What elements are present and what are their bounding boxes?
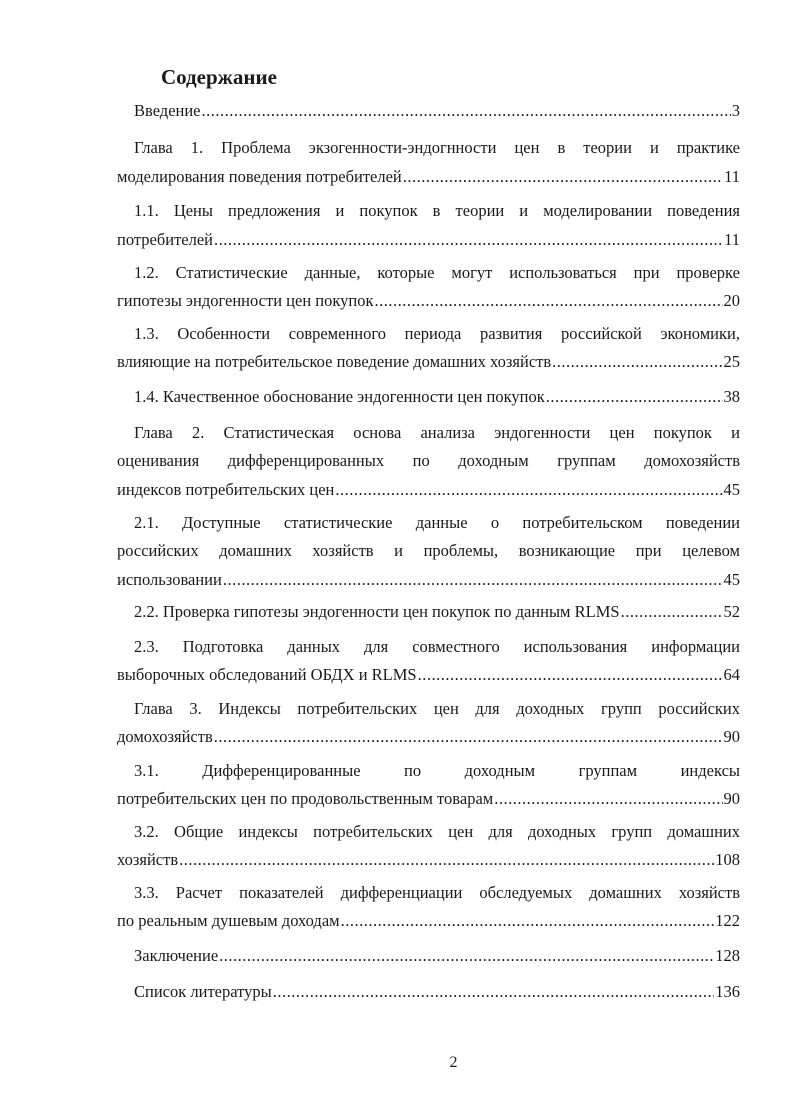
toc-line: оценивания дифференцированных по доходным группам домохозяйств bbox=[117, 451, 740, 470]
toc-page-number: 90 bbox=[723, 789, 740, 808]
dot-leader bbox=[214, 725, 723, 749]
toc-page-number: 20 bbox=[723, 291, 740, 310]
toc-entry-text: Введение bbox=[134, 101, 201, 120]
toc-line: 1.3. Особенности современного периода развития российской экономики, bbox=[134, 324, 740, 343]
dot-leader bbox=[403, 165, 723, 189]
toc-entry-text: хозяйств bbox=[117, 850, 179, 869]
dot-leader bbox=[341, 909, 715, 933]
toc-line: Глава 3. Индексы потребительских цен для доходных групп российских bbox=[134, 699, 740, 718]
dot-leader bbox=[494, 787, 722, 811]
toc-line: 3.2. Общие индексы потребительских цен для доходных групп домашних bbox=[134, 822, 740, 841]
toc-page-number: 64 bbox=[723, 665, 740, 684]
toc-line: Глава 1. Проблема экзогенности-эндогнности цен в теории и практике bbox=[134, 138, 740, 157]
toc-entry-text: потребительских цен по продовольственным товарам bbox=[117, 789, 494, 808]
toc-line: Глава 2. Статистическая основа анализа эндогенности цен покупок и bbox=[134, 423, 740, 442]
toc-page-number: 45 bbox=[723, 480, 740, 499]
toc-line bbox=[117, 478, 740, 502]
toc-line: 3.3. Расчет показателей дифференциации обследуемых домашних хозяйств bbox=[134, 883, 740, 902]
dot-leader bbox=[214, 228, 723, 252]
toc-line bbox=[117, 725, 740, 749]
toc-page-number: 52 bbox=[723, 602, 740, 621]
toc-line bbox=[117, 165, 740, 189]
toc-entry-text: 2.2. Проверка гипотезы эндогенности цен покупок по данным RLMS bbox=[134, 602, 620, 621]
toc-line: 1.2. Статистические данные, которые могут использоваться при проверке bbox=[134, 263, 740, 282]
toc-entry-text: моделирования поведения потребителей bbox=[117, 167, 402, 186]
dot-leader bbox=[179, 848, 714, 872]
toc-line bbox=[117, 944, 740, 968]
page-number: 2 bbox=[449, 1054, 458, 1071]
toc-line: российских домашних хозяйств и проблемы, возникающие при целевом bbox=[117, 541, 740, 560]
toc-line bbox=[117, 228, 740, 252]
toc-entry-text: гипотезы эндогенности цен покупок bbox=[117, 291, 374, 310]
toc-line bbox=[117, 663, 740, 687]
toc-entry-text: домохозяйств bbox=[117, 727, 213, 746]
dot-leader bbox=[418, 663, 723, 687]
toc-page-number: 128 bbox=[715, 946, 740, 965]
toc-line bbox=[117, 980, 740, 1004]
toc-entry-text: потребителей bbox=[117, 230, 213, 249]
toc-line bbox=[117, 385, 740, 409]
toc-page-number: 108 bbox=[715, 850, 740, 869]
toc-line bbox=[117, 848, 740, 872]
toc-line bbox=[117, 99, 740, 123]
dot-leader bbox=[223, 568, 723, 592]
dot-leader bbox=[335, 478, 722, 502]
toc-entry-text: Список литературы bbox=[134, 982, 272, 1001]
toc-page-number: 25 bbox=[723, 352, 740, 371]
toc-page-number: 45 bbox=[723, 570, 740, 589]
toc-line bbox=[117, 350, 740, 374]
toc-line: 1.1. Цены предложения и покупок в теории и моделировании поведения bbox=[134, 201, 740, 220]
dot-leader bbox=[374, 289, 722, 313]
toc-entry-text: по реальным душевым доходам bbox=[117, 911, 340, 930]
dot-leader bbox=[202, 99, 731, 123]
toc-line: 2.1. Доступные статистические данные о потребительском поведении bbox=[134, 513, 740, 532]
toc-line: 3.1. Дифференцированные по доходным группам индексы bbox=[134, 761, 740, 780]
toc-page-number: 136 bbox=[715, 982, 740, 1001]
toc-title: Содержание bbox=[161, 65, 277, 89]
toc-line bbox=[117, 568, 740, 592]
toc-page-number: 38 bbox=[723, 387, 740, 406]
toc-line bbox=[117, 600, 740, 624]
dot-leader bbox=[273, 980, 715, 1004]
toc-line bbox=[117, 909, 740, 933]
dot-leader bbox=[219, 944, 714, 968]
dot-leader bbox=[621, 600, 723, 624]
toc-entry-text: использовании bbox=[117, 570, 222, 589]
dot-leader bbox=[552, 350, 722, 374]
dot-leader bbox=[546, 385, 723, 409]
toc-page-number: 11 bbox=[724, 230, 740, 249]
toc-page-number: 90 bbox=[723, 727, 740, 746]
toc-entry-text: выборочных обследований ОБДХ и RLMS bbox=[117, 665, 417, 684]
toc-page-number: 3 bbox=[731, 101, 740, 120]
toc-entry-text: Заключение bbox=[134, 946, 219, 965]
toc-page-number: 11 bbox=[724, 167, 740, 186]
toc-line: 2.3. Подготовка данных для совместного использования информации bbox=[134, 637, 740, 656]
toc-line bbox=[117, 289, 740, 313]
toc-entry-text: индексов потребительских цен bbox=[117, 480, 335, 499]
toc-page-number: 122 bbox=[715, 911, 740, 930]
toc-entry-text: влияющие на потребительское поведение домашних хозяйств bbox=[117, 352, 552, 371]
toc-line bbox=[117, 787, 740, 811]
toc-entry-text: 1.4. Качественное обоснование эндогенности цен покупок bbox=[134, 387, 545, 406]
